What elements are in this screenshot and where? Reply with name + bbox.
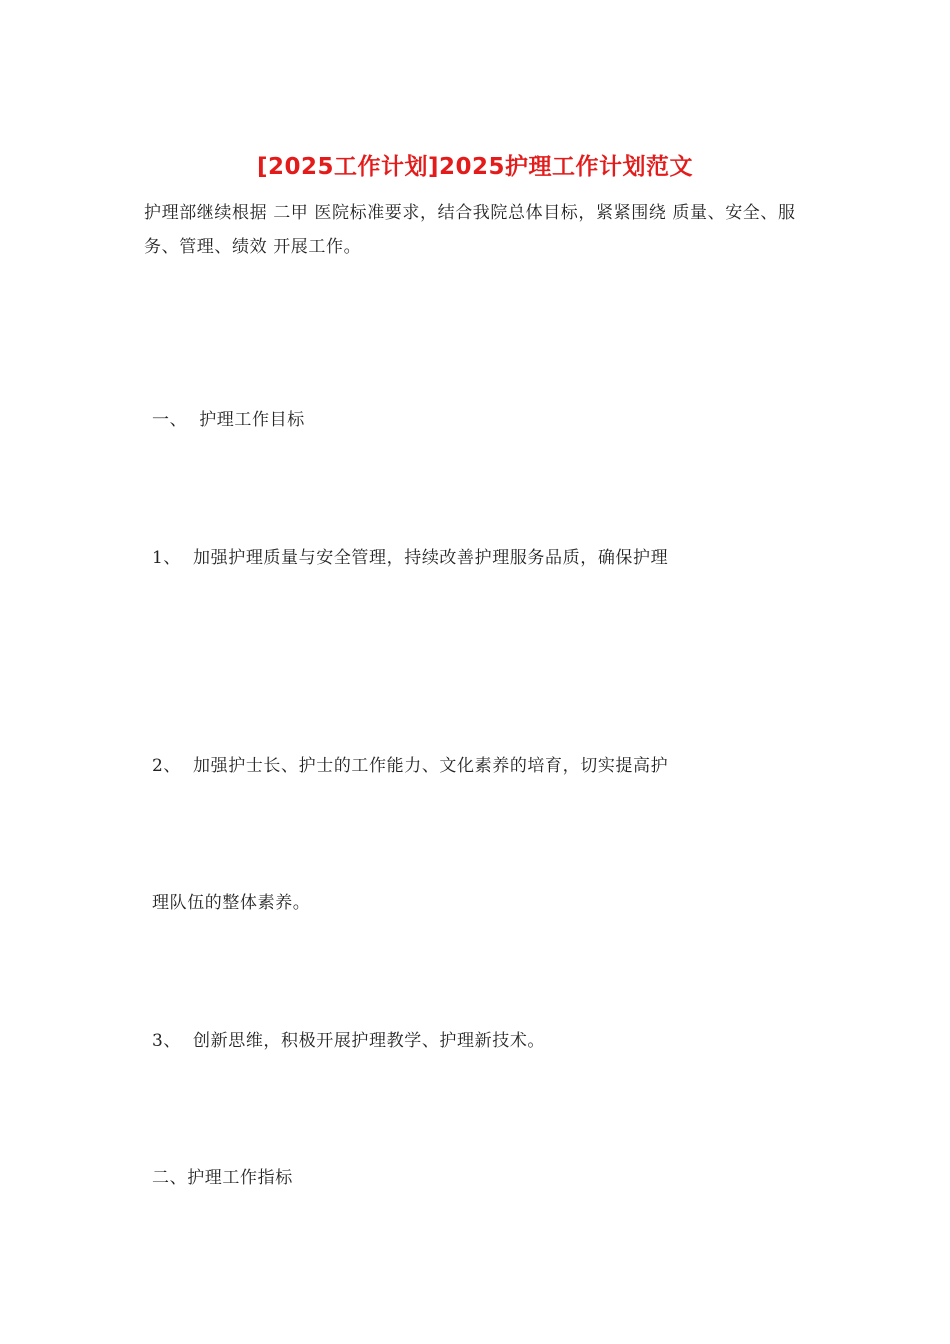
list-item-3: 3、 创新思维，积极开展护理教学、护理新技术。 (152, 1031, 546, 1051)
list-item-2: 2、 加强护士长、护士的工作能力、文化素养的培育，切实提高护 (152, 756, 669, 776)
list-item-1: 1、 加强护理质量与安全管理，持续改善护理服务品质，确保护理 (152, 548, 669, 568)
intro-paragraph: 护理部继续根据 二甲 医院标准要求，结合我院总体目标，紧紧围绕 质量、安全、服务、管理、绩效 开展工作。 (144, 203, 796, 257)
document-title: [2025工作计划]2025护理工作计划范文 (256, 154, 694, 180)
section-heading-goals: 一、 护理工作目标 (152, 410, 305, 430)
list-item-2-continuation: 理队伍的整体素养。 (152, 893, 311, 913)
section-heading-indicators: 二、护理工作指标 (152, 1168, 293, 1188)
